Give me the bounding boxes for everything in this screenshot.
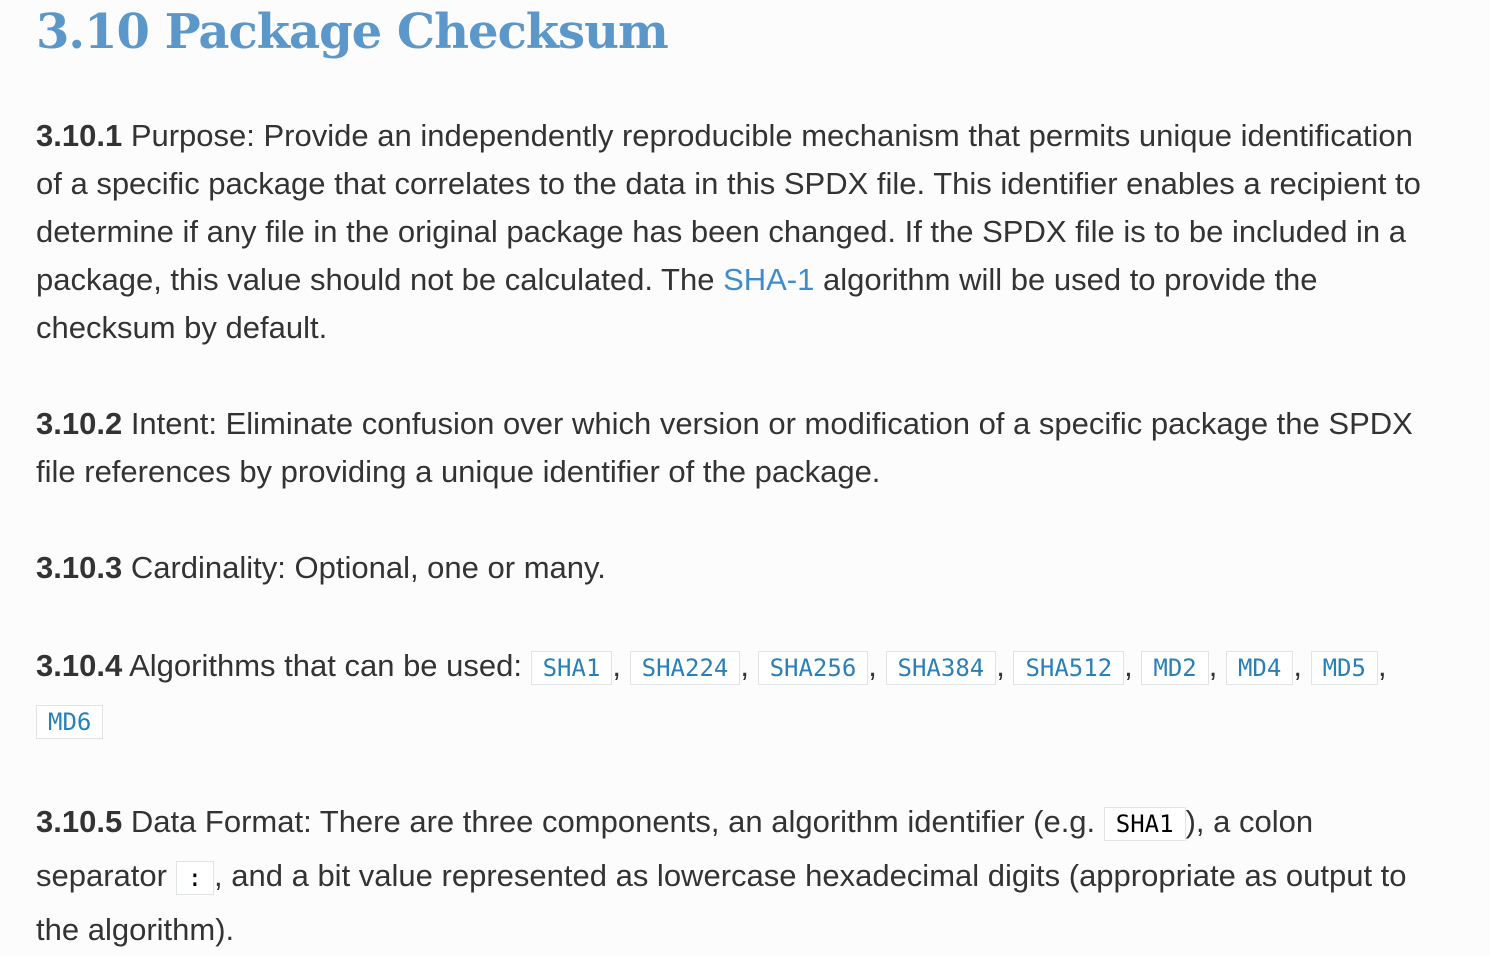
- cardinality-paragraph: [36, 544, 1430, 592]
- cardinality-text: Cardinality: Optional, one or many.: [122, 550, 606, 585]
- example-algorithm-code: SHA1: [1104, 807, 1186, 841]
- purpose-text-before-link: Purpose: Provide an independently reproducible mechanism that permits unique identification of a specific package that correlates to the data in this SPDX file. This identifier enables a recipient to determine if any file in the original package has been changed. If the SPDX file is to be included in a package, this value should not be calculated. The: [36, 118, 1421, 297]
- algorithm-code: SHA256: [758, 651, 869, 685]
- algorithms-text: Algorithms that can be used:: [122, 648, 531, 683]
- data-format-paragraph: [36, 796, 1430, 956]
- algorithm-code: MD2: [1141, 651, 1208, 685]
- algorithm-code: MD4: [1226, 651, 1293, 685]
- data-format-text-2: ), a colon separator: [36, 804, 1314, 893]
- algorithms-number: 3.10.4: [36, 648, 123, 683]
- section-title: 3.10 Package Checksum: [36, 4, 668, 60]
- colon-separator-code: :: [176, 861, 214, 895]
- algorithm-code: SHA1: [531, 651, 613, 685]
- intent-number: 3.10.2: [36, 406, 123, 441]
- data-format-text-1: Data Format: There are three components, an algorithm identifier (e.g.: [122, 804, 1104, 839]
- algorithm-code: SHA512: [1013, 651, 1124, 685]
- algorithm-code: SHA224: [630, 651, 741, 685]
- purpose-paragraph: [36, 112, 1430, 352]
- algorithms-paragraph: 3.10.4 Algorithms that can be used: SHA1 , SHA224 , SHA256 , SHA384 , SHA512 , MD2 , MD4 , MD5 , MD6: [36, 640, 1430, 748]
- purpose-number: 3.10.1: [36, 118, 123, 153]
- intent-text: Intent: Eliminate confusion over which version or modification of a specific package the SPDX file references by providing a unique identifier of the package.: [36, 406, 1413, 489]
- intent-paragraph: [36, 400, 1430, 496]
- purpose-text-after-link: algorithm will be used to provide the checksum by default.: [36, 262, 1318, 345]
- sha1-link[interactable]: SHA-1: [723, 262, 815, 297]
- cardinality-number: 3.10.3: [36, 550, 123, 585]
- algorithm-code: MD6: [36, 705, 103, 739]
- data-format-number: 3.10.5: [36, 804, 123, 839]
- algorithm-code: SHA384: [886, 651, 997, 685]
- algorithm-code: MD5: [1311, 651, 1378, 685]
- data-format-text-3: , and a bit value represented as lowercase hexadecimal digits (appropriate as output to the algorithm).: [36, 858, 1407, 947]
